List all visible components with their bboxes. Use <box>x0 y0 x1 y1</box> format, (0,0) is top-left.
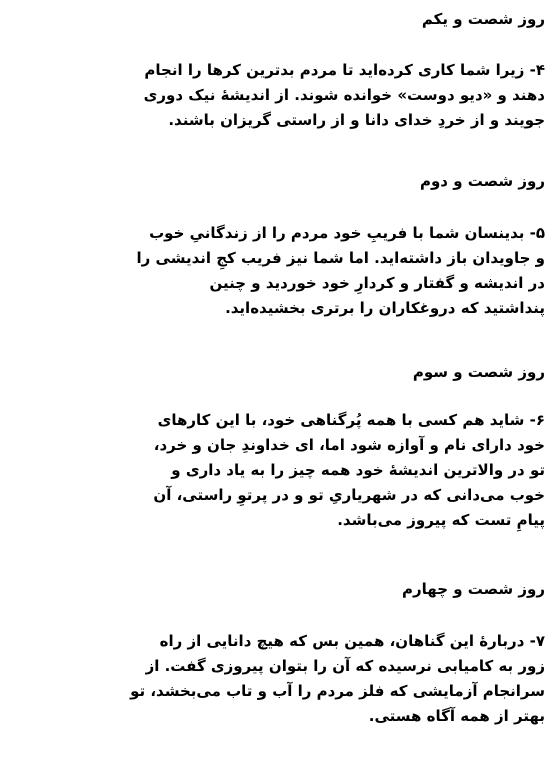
paragraph-line: جویند و از خردِ خدای دانا و از راستی گریزان باشند. <box>168 111 545 129</box>
paragraph <box>130 629 545 729</box>
paragraph-line: در اندیشه و گفتار و کردارِ خود خوردید و چنین <box>209 274 545 292</box>
paragraph <box>153 408 545 533</box>
section-heading: روز شصت و چهارم <box>402 580 545 598</box>
section-heading: روز شصت و سوم <box>412 363 545 381</box>
paragraph <box>136 221 545 321</box>
paragraph-line: ۴- زیرا شما کاری کرده‌اید تا مردم بدترین کرها را انجام <box>144 61 545 79</box>
paragraph-line: ۵- بدینسان شما با فریبِ خود مردم را از زندگانیِ خوب <box>149 224 545 242</box>
section-heading: روز شصت و یکم <box>421 10 545 28</box>
paragraph-line: دهند و «دیو دوست» خوانده شوند. از اندیشهٔ نیک دوری <box>143 86 545 104</box>
paragraph-line: بهتر از همه آگاه هستی. <box>368 707 545 725</box>
section-heading: روز شصت و دوم <box>419 172 545 190</box>
paragraph-line: پنداشتید که دروغکاران را برتری بخشیده‌اید. <box>225 299 545 317</box>
paragraph-line: خود دارای نام و آوازه شود اما، ای خداوندِ جان و خرد، <box>153 436 545 454</box>
paragraph-line: ۷- دربارهٔ این گناهان، همین بس که هیچ دانایی از راه <box>159 632 545 650</box>
paragraph-line: خوب می‌دانی که در شهریاریِ تو و در پرتوِ راستی، آن <box>153 486 545 504</box>
paragraph-line: ۶- شاید هم کسی با همه پُرگناهی خود، با این کارهای <box>157 411 545 429</box>
paragraph-line: تو در والاترین اندیشهٔ خود همه چیز را به یاد داری و <box>171 461 545 479</box>
paragraph-line: پیامِ تست که پیروز می‌باشد. <box>337 511 545 529</box>
paragraph <box>143 58 545 133</box>
paragraph-line: و جاویدان باز داشته‌اید. اما شما نیز فریب کجِ اندیشی را <box>136 249 545 267</box>
paragraph-line: زور به کامیابی نرسیده که آن را بتوان پیروزی گفت. از <box>145 657 545 675</box>
paragraph-line: سرانجام آزمایشی که فلز مردم را آب و تاب می‌بخشد، تو <box>130 682 545 700</box>
